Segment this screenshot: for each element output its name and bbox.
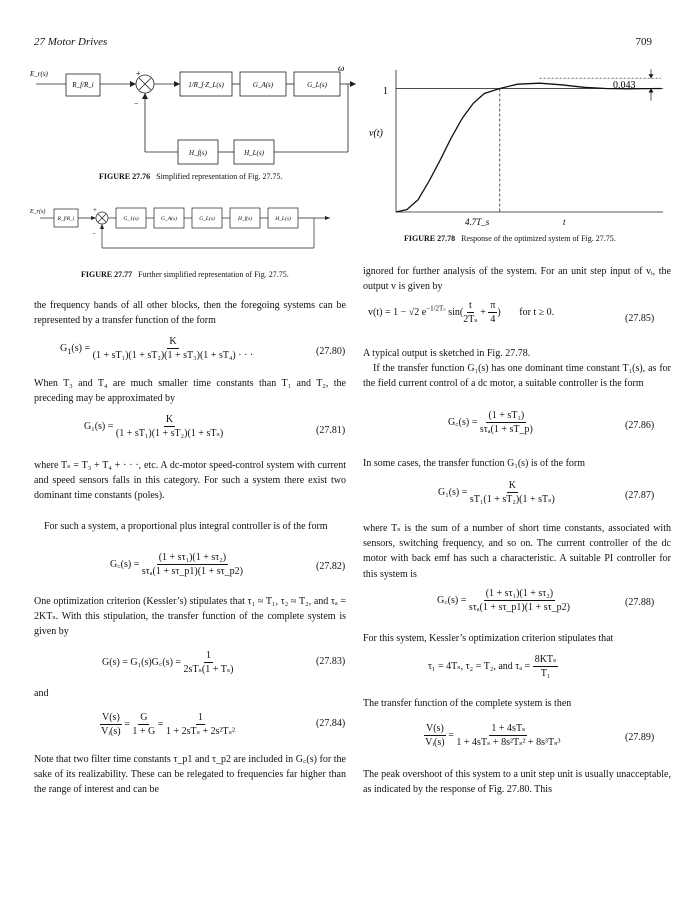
left-paragraph-2: When T₃ and T₄ are much smaller time constants than T₁ and T₂, the preceding may be approximated by [34,378,346,405]
equation-27-85: v(t) = 1 − √2 $e^{-1/2T_s}$ sin( $\frac{t}{\text{2Tₛ}}$ + $\frac{\pi}{4}$ ) for t ≥ 0. [368,300,555,325]
equation-27-89: $\frac{V(s)}{\text{Vᵢ(s)}}$ = $\frac{\text{1 + 4sTₛ}}{\text{1 + 4sTₛ + 8s²Tₛ² + 8s³Tₛ³}}$ [425,723,561,748]
svg-text:E_r(s): E_r(s) [30,209,46,215]
eq-number-27-85: (27.85) [625,313,655,324]
svg-text:H_L(s): H_L(s) [275,216,291,222]
svg-text:G_A(s): G_A(s) [161,216,177,222]
right-paragraph-6: For this system, Kessler’s optimization criterion stipulates that [363,633,614,644]
eq-number-27-82: (27.82) [316,561,346,572]
page-number: 709 [635,36,652,48]
equation-27-82: G꜀(s) = $\frac{\text{(1 + sτ₁)(1 + sτ₂)}}{\text{sτₐ(1 + sτ\_p1)(1 + sτ\_p2)}}$ [110,552,243,577]
left-and: and [34,688,49,699]
right-paragraph-5: where Tₛ is the sum of a number of short time constants, associated with sensors, switching frequency, and so on. The current controller of the dc motor with back emf has such a characteristic. A suitable PI controller for this system is [363,523,671,580]
svg-text:G_1(s): G_1(s) [123,216,139,222]
figure-27-78-response-chart [363,62,673,232]
figure-27-76-caption: FIGURE 27.76 Simplified representation of Fig. 27.75. [99,172,283,181]
figure-27-76-block-diagram [30,62,360,172]
svg-text:+: + [136,69,141,78]
left-paragraph-6: Note that two filter time constants τ_p1 and τ_p2 are included in G꜀(s) for the sake of its realizability. These can be relegated to frequencies far higher than the range of interest and can be [34,754,346,796]
fig76-input: E_r(s) [30,70,48,78]
eq-number-27-81: (27.81) [316,425,346,436]
svg-text:G_L(s): G_L(s) [307,81,327,89]
left-paragraph-4: For such a system, a proportional plus integral controller is of the form [44,521,328,532]
right-paragraph-2: A typical output is sketched in Fig. 27.78. [363,348,531,359]
left-paragraph-5: One optimization criterion (Kessler’s) stipulates that τ₁ ≈ T₁, τ₂ ≈ T₂, and τₐ = 2KTₛ. With this stipulation, the transfer function of the complete system is given by [34,596,346,638]
eq-number-27-84: (27.84) [316,718,346,729]
eq-number-27-88: (27.88) [625,597,655,608]
left-paragraph-3: where Tₛ = T₃ + T₄ + · · ·, etc. A dc-motor speed-control system with current and speed sensors falls in this category. For such a system there exist two dominant time constants (poles). [34,460,346,502]
eq-number-27-89: (27.89) [625,732,655,743]
eq-number-27-87: (27.87) [625,490,655,501]
equation-27-88: G꜀(s) = $\frac{\text{(1 + sτ₁)(1 + sτ₂)}}{\text{sτₐ(1 + sτ\_p1)(1 + sτ\_p2)}}$ [437,588,570,613]
equation-27-80: $G_1(s)$ = $\frac{K}{\text{(1 + sT₁)(1 + sT₂)(1 + sT₃)(1 + sT₄) · · ·}}$ [60,336,254,361]
chapter-header: 27 Motor Drives [34,36,108,48]
figure-27-77-caption: FIGURE 27.77 Further simplified representation of Fig. 27.75. [81,270,289,279]
equation-kessler-criterion: τ₁ = 4Tₛ, τ₂ = T₂, and τₐ = $\frac{\text{8KTₛ}}{\text{T₁}}$ [428,654,557,679]
svg-text:ω: ω [338,63,345,73]
equation-27-86: G꜀(s) = $\frac{\text{(1 + sT₁)}}{\text{sτₐ(1 + sT\_p)}}$ [448,410,533,435]
right-paragraph-1: ignored for further analysis of the system. For an unit step input of vᵢ, the output v is given by [363,266,671,293]
eq-number-27-86: (27.86) [625,420,655,431]
svg-text:−: − [134,99,139,108]
svg-text:-: - [93,229,96,237]
x-axis-label: t [563,217,566,227]
right-paragraph-3: If the transfer function G₁(s) has one dominant time constant T₁(s), as for the field current control of a dc motor, a suitable controller is the form [363,363,671,390]
overshoot-arrowhead-down [649,74,654,78]
svg-text:+: + [93,206,97,214]
right-paragraph-4: In some cases, the transfer function G₁(s) is of the form [363,458,586,469]
figure-27-77-block-diagram [30,204,360,260]
figure-27-78-caption: FIGURE 27.78 Response of the optimized system of Fig. 27.75. [404,234,616,243]
svg-text:H_L(s): H_L(s) [244,149,264,157]
svg-text:H_f(s): H_f(s) [189,149,207,157]
svg-text:R_f/R_i: R_f/R_i [57,216,75,222]
eq-number-27-80: (27.80) [316,346,346,357]
equation-27-81: G₁(s) = $\frac{K}{\text{(1 + sT₁)(1 + sT₂)(1 + sTₛ)}}$ [84,414,224,439]
y-axis-label: v(t) [369,128,383,139]
svg-text:H_f(s): H_f(s) [237,216,253,222]
eq-number-27-83: (27.83) [316,656,346,667]
svg-text:1/R_f·Z_L(s): 1/R_f·Z_L(s) [188,81,224,89]
svg-text:G_L(s): G_L(s) [199,216,215,222]
equation-27-84: $\frac{V(s)}{\text{Vᵢ(s)}}$ = $\frac{G}{1 + G}$ = $\frac{1}{\text{1 + 2sTₛ + 2s²Tₛ²}}$ [101,712,235,737]
right-paragraph-8: The peak overshoot of this system to a unit step unit is usually unacceptable, as indicated by the response of Fig. 27.80. This [363,769,671,796]
equation-27-83: G(s) = G₁(s)G꜀(s) = $\frac{1}{\text{2sTₛ(1 + Tₛ)}}$ [102,650,234,675]
left-paragraph-1: the frequency bands of all other blocks, then the foregoing systems can be represented by a transfer function of the form [34,300,346,327]
equation-27-87: G₁(s) = $\frac{K}{\text{sT₁(1 + sT₂)(1 + sTₛ)}}$ [438,480,555,505]
response-curve [396,83,661,212]
x-tick-label: 4.7T_s [465,217,490,227]
svg-text:G_A(s): G_A(s) [252,81,274,89]
right-paragraph-7: The transfer function of the complete system is then [363,698,572,709]
y-tick-label: 1 [383,86,388,97]
overshoot-label: 0.043 [613,80,636,91]
svg-text:R_f/R_i: R_f/R_i [72,81,94,89]
